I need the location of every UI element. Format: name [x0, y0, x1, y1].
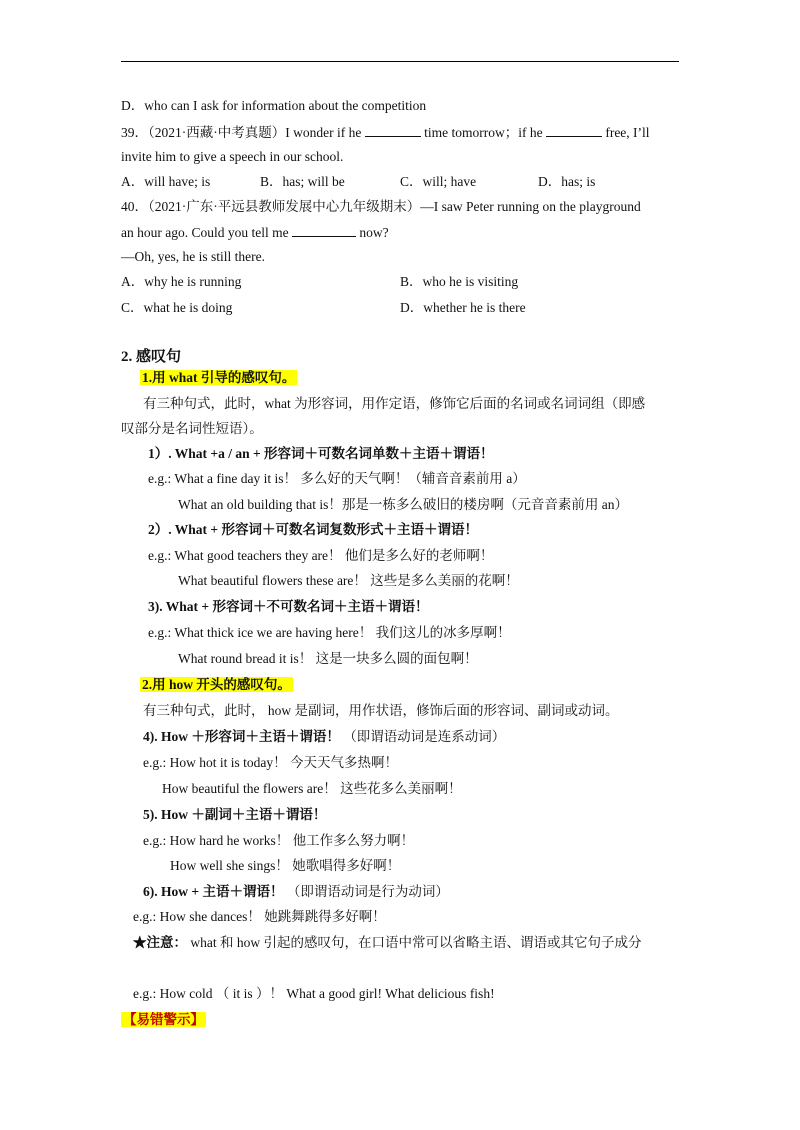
pattern-2: 2）. What + 形容词＋可数名词复数形式＋主语＋谓语！	[148, 522, 478, 537]
subsection-1-title	[140, 369, 297, 387]
pattern-6-formula: 6). How + 主语＋谓语！	[143, 884, 284, 899]
q40-stem-line2	[121, 223, 389, 242]
q40-option-d: D．whether he is there	[400, 300, 526, 315]
q39-stem-c: free, I’ll	[605, 125, 650, 140]
q39-blank-1	[365, 123, 421, 137]
pattern-5: 5). How ＋副词＋主语＋谓语！	[143, 807, 327, 822]
q39-option-a: A．will have; is	[121, 174, 211, 189]
q39-stem-a: 39．（2021·西藏·中考真题）I wonder if he	[121, 125, 362, 140]
subsection-1-highlight: 1.用 what 引导的感叹句。	[142, 370, 296, 385]
pattern-4-note: （即谓语动词是连系动词）	[343, 729, 506, 744]
pattern-5-example-2: How well she sings！ 她歌唱得多好啊！	[170, 858, 401, 873]
pattern-1-example-1: e.g.: What a fine day it is！ 多么好的天气啊！（辅音音素前用 a）	[148, 471, 526, 486]
warning-label: 【易错警示】	[123, 1012, 204, 1027]
q40-stem-line2-a: an hour ago. Could you tell me	[121, 225, 289, 240]
pattern-4	[143, 728, 505, 746]
note-text: what 和 how 引起的感叹句，在口语中常可以省略主语、谓语或其它句子成分	[190, 935, 642, 950]
q40-option-c: C．what he is doing	[121, 300, 233, 315]
q39-stem	[121, 123, 650, 142]
pattern-4-example-1: e.g.: How hot it is today！ 今天天气多热啊！	[143, 755, 398, 770]
q40-stem-line2-b: now?	[359, 225, 389, 240]
subsection-2-highlight: 2.用 how 开头的感叹句。	[142, 677, 291, 692]
pattern-2-example-1: e.g.: What good teachers they are！ 他们是多么好的老师啊！	[148, 548, 494, 563]
q38-option-d: D．who can I ask for information about the competition	[121, 98, 427, 113]
pattern-3: 3). What + 形容词＋不可数名词＋主语＋谓语！	[148, 599, 429, 614]
pattern-3-example-2: What round bread it is！ 这是一块多么圆的面包啊！	[178, 651, 478, 666]
warning-box	[121, 1011, 206, 1029]
note-example: e.g.: How cold （ it is ）！ What a good girl! What delicious fish!	[133, 986, 495, 1001]
q40-blank	[292, 223, 356, 237]
pattern-6-note: （即谓语动词是行为动词）	[286, 884, 449, 899]
intro-2: 有三种句式，此时， how 是副词，用作状语，修饰后面的形容词、副词或动词。	[143, 703, 619, 718]
pattern-6-example-1: e.g.: How she dances！ 她跳舞跳得多好啊！	[133, 909, 386, 924]
intro-1-line2: 叹部分是名词性短语）。	[121, 421, 263, 436]
q40-reply: —Oh, yes, he is still there.	[121, 249, 265, 264]
pattern-3-example-1: e.g.: What thick ice we are having here！ 我们这儿的冰多厚啊！	[148, 625, 511, 640]
section-heading: 2. 感叹句	[121, 349, 182, 365]
q39-option-c: C．will; have	[400, 174, 477, 189]
q39-option-b: B．has; will be	[260, 174, 345, 189]
pattern-4-example-2: How beautiful the flowers are！ 这些花多么美丽啊！	[162, 781, 462, 796]
pattern-4-formula: 4). How ＋形容词＋主语＋谓语！	[143, 729, 340, 744]
q39-stem-b: time tomorrow；if he	[424, 125, 543, 140]
note-label: ★注意：	[133, 935, 187, 950]
note	[133, 934, 642, 952]
header-rule	[121, 61, 679, 62]
subsection-2-title	[140, 676, 293, 694]
q39-stem-line2: invite him to give a speech in our school.	[121, 149, 344, 164]
pattern-1: 1）. What +a / an + 形容词＋可数名词单数＋主语＋谓语！	[148, 446, 494, 461]
q40-stem-line1: 40．（2021·广东·平远县教师发展中心九年级期末）—I saw Peter running on the playground	[121, 199, 641, 214]
pattern-6	[143, 883, 449, 901]
q40-option-b: B．who he is visiting	[400, 274, 519, 289]
q40-option-a: A．why he is running	[121, 274, 242, 289]
q39-blank-2	[546, 123, 602, 137]
pattern-5-example-1: e.g.: How hard he works！ 他工作多么努力啊！	[143, 833, 415, 848]
pattern-2-example-2: What beautiful flowers these are！ 这些是多么美丽的花啊！	[178, 573, 519, 588]
pattern-1-example-2: What an old building that is！那是一栋多么破旧的楼房啊（元音音素前用 an）	[178, 497, 628, 512]
q39-option-d: D．has; is	[538, 174, 596, 189]
intro-1-line1: 有三种句式，此时，what 为形容词，用作定语，修饰它后面的名词或名词词组（即感	[143, 396, 646, 411]
